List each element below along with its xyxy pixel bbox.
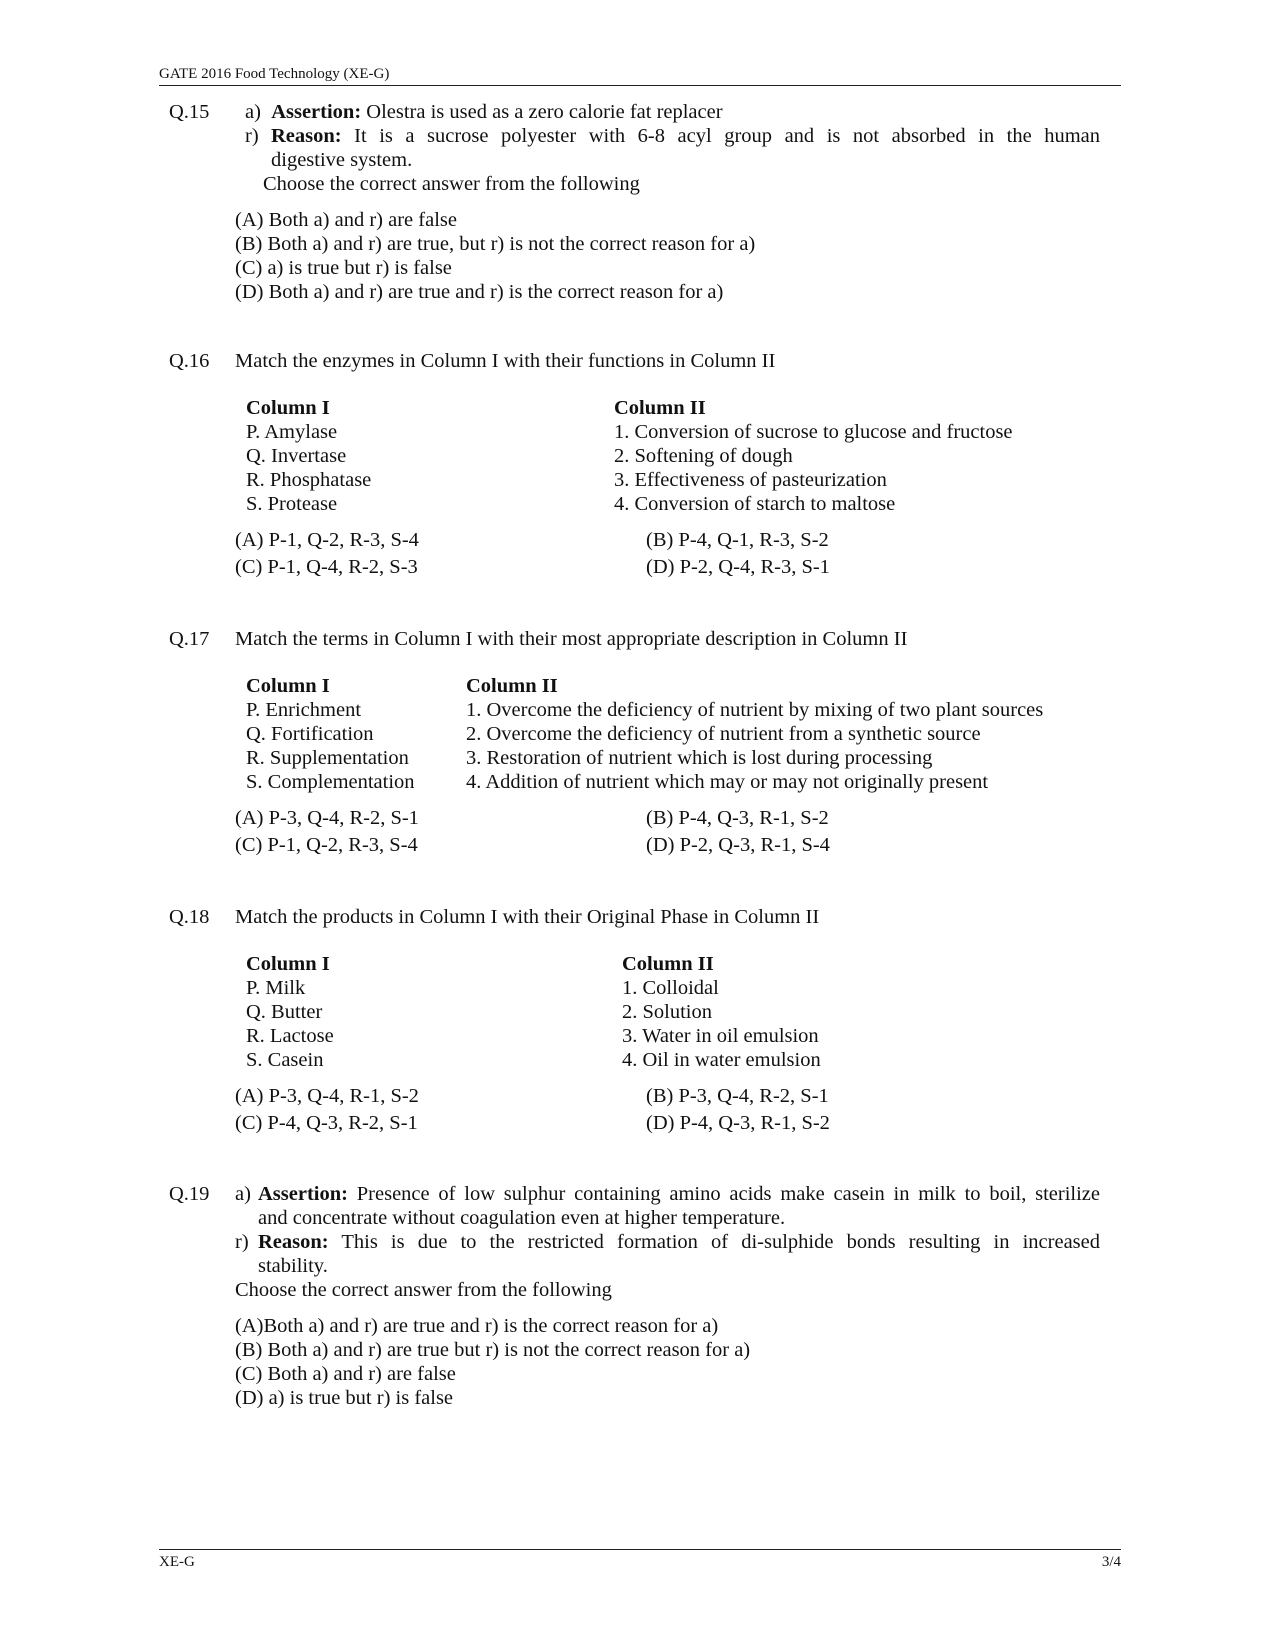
column-2-item: 4. Addition of nutrient which may or may not originally present: [466, 771, 989, 793]
column-2-item: 1. Conversion of sucrose to glucose and fructose: [614, 421, 1013, 443]
option-a: (A) P-3, Q-4, R-1, S-2: [235, 1085, 419, 1107]
option-d: (D) P-4, Q-3, R-1, S-2: [646, 1112, 830, 1134]
question-number: Q.19: [169, 1183, 210, 1205]
column-1-item: R. Supplementation: [246, 747, 409, 769]
column-1-item: P. Amylase: [246, 421, 338, 443]
column-2-item: 2. Overcome the deficiency of nutrient from a synthetic source: [466, 723, 981, 745]
option-b: (B) P-3, Q-4, R-2, S-1: [646, 1085, 829, 1107]
option-d: (D) Both a) and r) are true and r) is the correct reason for a): [235, 281, 724, 303]
column-2-item: 2. Softening of dough: [614, 445, 793, 467]
column-1-item: R. Lactose: [246, 1025, 334, 1047]
reason-line-2: stability.: [258, 1255, 328, 1277]
option-c: (C) P-1, Q-2, R-3, S-4: [235, 834, 418, 856]
question-stem: Match the products in Column I with their Original Phase in Column II: [235, 906, 820, 928]
page-header-title: GATE 2016 Food Technology (XE-G): [159, 66, 390, 82]
column-2-item: 4. Conversion of starch to maltose: [614, 493, 896, 515]
option-a: (A) P-3, Q-4, R-2, S-1: [235, 807, 419, 829]
question-prompt: Choose the correct answer from the following: [263, 173, 640, 195]
column-2-item: 1. Colloidal: [622, 977, 719, 999]
column-2-item: 2. Solution: [622, 1001, 712, 1023]
footer-page-number: 3/4: [1101, 1554, 1121, 1570]
column-1-item: S. Protease: [246, 493, 338, 515]
option-c: (C) P-1, Q-4, R-2, S-3: [235, 556, 418, 578]
option-c: (C) Both a) and r) are false: [235, 1363, 456, 1385]
question-stem: Match the enzymes in Column I with their functions in Column II: [235, 350, 776, 372]
option-d: (D) a) is true but r) is false: [235, 1387, 454, 1409]
option-c: (C) P-4, Q-3, R-2, S-1: [235, 1112, 418, 1134]
assertion-text: Olestra is used as a zero calorie fat replacer: [366, 101, 723, 123]
reason-prefix: r): [235, 1231, 249, 1253]
column-1-header: Column I: [246, 397, 330, 419]
column-1-item: Q. Butter: [246, 1001, 323, 1023]
assertion-line: [245, 100, 723, 124]
option-b: (B) Both a) and r) are true, but r) is not the correct reason for a): [235, 233, 756, 255]
assertion-line-2: and concentrate without coagulation even at higher temperature.: [258, 1207, 786, 1229]
assertion-prefix: a): [235, 1183, 251, 1205]
footer-section-code: XE-G: [159, 1554, 195, 1570]
reason-text: It is a sucrose polyester with 6-8 acyl group and is not absorbed in the human: [354, 125, 1100, 147]
reason-line-1: [271, 124, 1100, 148]
column-1-item: S. Casein: [246, 1049, 324, 1071]
option-b: (B) P-4, Q-3, R-1, S-2: [646, 807, 829, 829]
assertion-label: Assertion:: [271, 101, 362, 123]
column-2-header: Column II: [614, 397, 706, 419]
footer-rule: [159, 1549, 1121, 1550]
reason-text: This is due to the restricted formation of di-sulphide bonds resulting in increased: [341, 1231, 1100, 1253]
header-rule: [159, 85, 1121, 86]
column-2-header: Column II: [466, 675, 558, 697]
column-2-item: 3. Water in oil emulsion: [622, 1025, 819, 1047]
assertion-text: Presence of low sulphur containing amino acids make casein in milk to boil, sterilize: [356, 1183, 1101, 1205]
reason-line-2: digestive system.: [271, 149, 413, 171]
question-number: Q.16: [169, 350, 210, 372]
column-2-item: 3. Restoration of nutrient which is lost during processing: [466, 747, 933, 769]
assertion-line-1: [258, 1182, 1100, 1206]
question-number: Q.15: [169, 101, 210, 123]
question-prompt: Choose the correct answer from the following: [235, 1279, 612, 1301]
column-2-header: Column II: [622, 953, 714, 975]
column-2-item: 4. Oil in water emulsion: [622, 1049, 821, 1071]
reason-label: Reason:: [271, 125, 342, 147]
column-1-item: Q. Invertase: [246, 445, 347, 467]
column-1-item: R. Phosphatase: [246, 469, 372, 491]
assertion-prefix: a): [245, 101, 261, 123]
option-b: (B) Both a) and r) are true but r) is not the correct reason for a): [235, 1339, 751, 1361]
column-1-item: P. Milk: [246, 977, 306, 999]
column-2-item: 3. Effectiveness of pasteurization: [614, 469, 887, 491]
option-c: (C) a) is true but r) is false: [235, 257, 452, 279]
column-1-item: P. Enrichment: [246, 699, 362, 721]
assertion-label: Assertion:: [258, 1183, 348, 1205]
option-a: (A)Both a) and r) are true and r) is the correct reason for a): [235, 1315, 719, 1337]
column-1-item: S. Complementation: [246, 771, 415, 793]
column-1-header: Column I: [246, 675, 330, 697]
option-a: (A) P-1, Q-2, R-3, S-4: [235, 529, 419, 551]
option-d: (D) P-2, Q-4, R-3, S-1: [646, 556, 830, 578]
question-number: Q.17: [169, 628, 210, 650]
column-1-item: Q. Fortification: [246, 723, 374, 745]
reason-label: Reason:: [258, 1231, 329, 1253]
reason-prefix: r): [245, 125, 259, 147]
option-b: (B) P-4, Q-1, R-3, S-2: [646, 529, 829, 551]
question-stem: Match the terms in Column I with their most appropriate description in Column II: [235, 628, 908, 650]
option-d: (D) P-2, Q-3, R-1, S-4: [646, 834, 830, 856]
reason-line-1: [258, 1230, 1100, 1254]
option-a: (A) Both a) and r) are false: [235, 209, 457, 231]
column-2-item: 1. Overcome the deficiency of nutrient by mixing of two plant sources: [466, 699, 1044, 721]
question-number: Q.18: [169, 906, 210, 928]
column-1-header: Column I: [246, 953, 330, 975]
